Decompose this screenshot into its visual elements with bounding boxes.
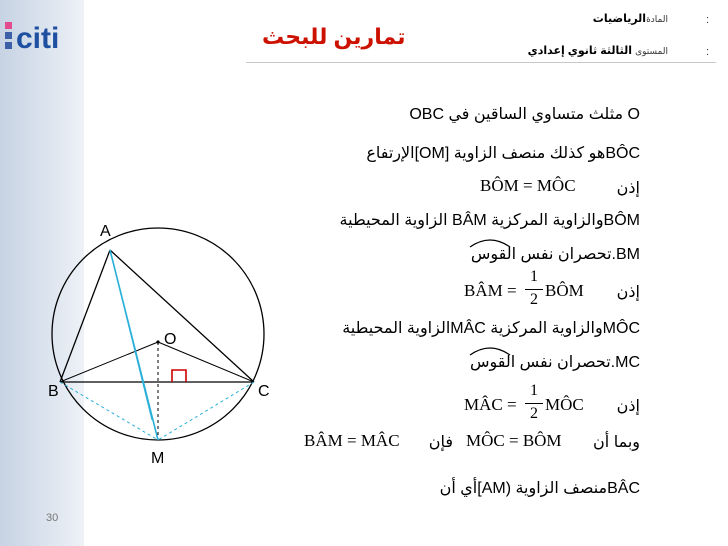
cevian-a <box>110 250 152 420</box>
page-number: 30 <box>46 512 59 524</box>
segment-cm <box>158 382 254 440</box>
line-6-rhs: BÔM <box>545 281 584 300</box>
line-5: BM.تحصران نفس القوس <box>470 246 640 263</box>
line-10-since: وبما أن <box>593 434 640 451</box>
line-8: MC.تحصران نفس القوس <box>469 354 640 371</box>
line-3-label: إذن <box>616 180 640 197</box>
side-ab <box>60 250 110 382</box>
right-angle-mark <box>172 370 186 382</box>
center-point-o <box>156 340 159 343</box>
label-c: C <box>258 383 270 400</box>
line-6-fraction-bar <box>525 289 543 290</box>
page-title: تمارين للبحث <box>262 24 406 49</box>
svg-text:citi: citi <box>16 22 60 55</box>
line-9-numerator: 1 <box>530 382 538 399</box>
level-colon: : <box>706 46 710 58</box>
line-2: BÔCهو كذلك منصف الزاوية [OM]الإرتفاع <box>366 145 640 162</box>
segment-ob <box>60 342 158 382</box>
line-10-equation-1: MÔC = BÔM <box>466 431 562 450</box>
subject-label: المادة <box>646 14 668 24</box>
line-4: BÔMوالزاوية المركزية BÂM الزاوية المحيطية <box>339 212 640 229</box>
label-b: B <box>48 383 59 400</box>
line-6-numerator: 1 <box>530 268 538 285</box>
citi-logo <box>2 10 84 56</box>
level-line <box>528 44 668 57</box>
line-3-equation: BÔM = MÔC <box>480 176 576 195</box>
line-6-label: إذن <box>616 284 640 301</box>
line-9-rhs: MÔC <box>545 395 584 414</box>
line-1: O مثلث متساوي الساقين في OBC <box>409 106 640 123</box>
line-9-fraction-bar <box>525 403 543 404</box>
subject-value: الرياضيات <box>592 13 647 25</box>
line-6-denominator: 2 <box>530 291 538 308</box>
arc-mc-mark <box>468 344 512 356</box>
line-10-then: فإن <box>428 434 453 451</box>
label-o: O <box>164 331 177 348</box>
label-a: A <box>100 223 111 240</box>
side-ac <box>110 250 254 382</box>
arc-bm-mark <box>468 236 512 248</box>
line-6-lhs: BÂM = <box>464 281 517 300</box>
subject-colon: : <box>706 14 710 26</box>
line-9-label: إذن <box>616 398 640 415</box>
subject-line <box>593 12 668 25</box>
line-11: BÂCمنصف الزاوية (AM]أي أن <box>439 480 640 497</box>
level-label: المستوى <box>635 46 668 56</box>
line-10-equation-2: BÂM = MÂC <box>304 431 400 450</box>
line-9-denominator: 2 <box>530 405 538 422</box>
line-7: MÔCوالزاوية المركزية MÂCالزاوية المحيطية <box>342 320 640 337</box>
segment-bm <box>60 382 158 440</box>
header-divider <box>246 62 716 63</box>
level-value: الثالثة ثانوي إعدادي <box>527 45 633 57</box>
label-m: M <box>151 450 165 467</box>
line-9-lhs: MÂC = <box>464 395 517 414</box>
